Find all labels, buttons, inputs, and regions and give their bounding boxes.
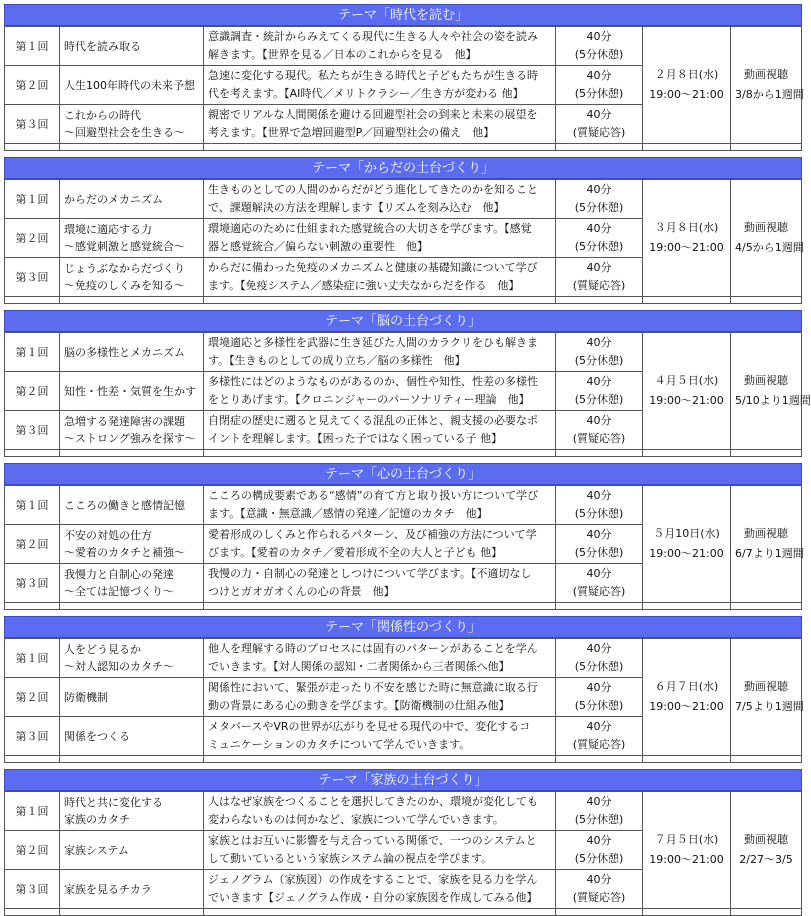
session-duration-line: (5分休憩)	[574, 201, 624, 214]
video-viewing-line: 動画視聴	[744, 374, 788, 387]
spacer-cell	[731, 756, 802, 763]
session-duration-line: 40分	[586, 681, 612, 694]
session-duration-line: 40分	[586, 795, 612, 808]
spacer-cell	[5, 297, 60, 304]
session-duration-line: 40分	[586, 30, 612, 43]
session-duration-line: 40分	[586, 489, 612, 502]
session-title-line: 環境に適応する力	[64, 223, 152, 236]
session-date-line: 19:00～21:00	[649, 88, 724, 101]
spacer-cell	[643, 756, 731, 763]
session-description-line: して動いているという家族システム論の視点を学びます。	[208, 852, 493, 865]
session-number: 第３回	[5, 717, 60, 756]
theme-section	[4, 616, 802, 763]
session-description-line: 変わらないものは何かなど、家族について学んでいきます。	[208, 813, 504, 826]
session-duration	[556, 831, 643, 870]
session-duration	[556, 219, 643, 258]
session-date	[643, 333, 731, 450]
session-description	[204, 180, 556, 219]
session-description	[204, 333, 556, 372]
session-duration	[556, 180, 643, 219]
spacer-cell	[556, 603, 643, 610]
session-title-line: 関係をつくる	[64, 729, 130, 743]
session-date-line: ６月７日(水)	[654, 680, 719, 693]
session-duration-line: 40分	[586, 69, 612, 82]
session-description	[204, 831, 556, 870]
session-number: 第１回	[5, 639, 60, 678]
session-duration-line: (5分休憩)	[574, 240, 624, 253]
spacer-cell	[60, 297, 204, 304]
table-row	[5, 486, 802, 525]
session-table	[4, 26, 802, 151]
spacer-cell	[60, 603, 204, 610]
video-viewing-line: 動画視聴	[744, 221, 788, 234]
session-number: 第３回	[5, 870, 60, 909]
session-number: 第２回	[5, 372, 60, 411]
session-description-line: 我慢の力・自制心の発達としつけについて学びます。【不適切なし	[208, 567, 532, 580]
session-table	[4, 791, 802, 916]
spacer-cell	[60, 909, 204, 916]
spacer-cell	[643, 144, 731, 151]
session-description	[204, 411, 556, 450]
session-duration-line: (5分休憩)	[574, 393, 624, 406]
session-date-line: ７月５日(水)	[654, 833, 719, 846]
session-number: 第１回	[5, 333, 60, 372]
session-title	[60, 717, 204, 756]
spacer-cell	[5, 144, 60, 151]
section-spacer	[5, 756, 802, 763]
theme-section	[4, 4, 802, 151]
session-title-line: ～免疫のしくみを知る～	[64, 279, 185, 292]
spacer-cell	[556, 297, 643, 304]
session-description-line: 人はなぜ家族をつくることを選択してきたのか、環境が変化しても	[208, 795, 538, 808]
session-duration-line: (5分休憩)	[574, 660, 624, 673]
theme-section	[4, 310, 811, 457]
spacer-cell	[60, 756, 204, 763]
session-number: 第２回	[5, 831, 60, 870]
session-duration	[556, 486, 643, 525]
spacer-cell	[204, 450, 556, 457]
session-description-line: 解きます。【世界を見る／日本のこれからを見る 他】	[208, 48, 477, 61]
session-duration-line: (5分休憩)	[574, 699, 624, 712]
session-description-line: つけとガオガオくんの心の背景 他】	[208, 585, 395, 598]
session-duration-line: 40分	[586, 873, 612, 886]
session-duration	[556, 717, 643, 756]
spacer-cell	[556, 450, 643, 457]
video-viewing	[731, 486, 802, 603]
theme-header: テーマ「時代を読む」	[4, 4, 802, 26]
spacer-cell	[204, 909, 556, 916]
session-date-line: ３月８日(水)	[654, 221, 719, 234]
session-title	[60, 66, 204, 105]
session-title-line: ～愛着のカタチと補強～	[64, 546, 185, 559]
session-table	[4, 332, 811, 457]
session-description-line: で、課題解決の方法を理解します【リズムを刻み込む 他】	[208, 201, 505, 214]
session-title	[60, 105, 204, 144]
session-description-line: 器と感覚統合／偏らない刺激の重要性 他】	[208, 240, 428, 253]
session-duration-line: (5分休憩)	[574, 507, 624, 520]
session-duration-line: 40分	[586, 222, 612, 235]
session-title-line: じょうぶなからだづくり	[64, 262, 185, 275]
session-description-line: 家族とはお互いに影響を与え合っている関係で、一つのシステムと	[208, 834, 537, 847]
session-title-line: ～感覚刺激と感覚統合～	[64, 240, 185, 253]
session-duration-line: 40分	[586, 528, 612, 541]
session-title-line: からだのメカニズム	[64, 192, 163, 206]
session-table	[4, 179, 802, 304]
spacer-cell	[643, 603, 731, 610]
session-title	[60, 564, 204, 603]
session-description-line: ミュニケーションのカタチについて学んでいきます。	[208, 738, 471, 751]
session-duration-line: 40分	[586, 375, 612, 388]
video-viewing-line: 5/10より1週間	[735, 394, 811, 407]
session-description	[204, 27, 556, 66]
video-viewing-line: 動画視聴	[744, 680, 788, 693]
session-date	[643, 792, 731, 909]
session-number: 第１回	[5, 27, 60, 66]
theme-header: テーマ「脳の土台づくり」	[4, 310, 802, 332]
session-description-line: 生きものとしての人間のからだがどう進化してきたのかを知ること	[208, 183, 538, 196]
session-description	[204, 870, 556, 909]
video-viewing	[731, 27, 802, 144]
session-duration-line: (5分休憩)	[574, 87, 624, 100]
session-title	[60, 525, 204, 564]
session-title-line: これからの時代	[64, 109, 141, 122]
session-duration-line: (5分休憩)	[574, 813, 624, 826]
session-title-line: ～対人認知のカタチ～	[64, 660, 174, 673]
session-title-line: ～回避型社会を生きる～	[64, 126, 185, 139]
session-duration-line: (質疑応答)	[572, 279, 626, 292]
session-description-line: 関係性において、緊張が走ったり不安を感じた時に無意識に取る行	[208, 681, 538, 694]
session-title	[60, 219, 204, 258]
video-viewing	[731, 639, 802, 756]
session-duration	[556, 564, 643, 603]
session-date-line: ２月８日(水)	[654, 68, 719, 81]
session-date	[643, 639, 731, 756]
session-title	[60, 333, 204, 372]
session-duration-line: 40分	[586, 261, 612, 274]
session-description-line: 急速に変化する現代。私たちが生きる時代と子どもたちが生きる時	[208, 69, 538, 82]
session-duration-line: (質疑応答)	[572, 585, 626, 598]
session-description-line: す。【生きものとしての成り立ち／脳の多様性 他】	[208, 354, 466, 367]
session-number: 第１回	[5, 486, 60, 525]
session-description-line: ジェノグラム（家族図）の作成をすることで、家族を見る力を学ん	[208, 873, 538, 886]
session-date-line: 19:00～21:00	[649, 700, 724, 713]
session-title	[60, 180, 204, 219]
theme-section	[4, 463, 802, 610]
session-title	[60, 870, 204, 909]
session-description	[204, 105, 556, 144]
session-description-line: 意識調査・統計からみえてくる現代に生きる人々や社会の姿を読み	[208, 30, 538, 43]
table-row	[5, 180, 802, 219]
session-description	[204, 792, 556, 831]
theme-header: テーマ「家族の土台づくり」	[4, 769, 802, 791]
session-duration	[556, 105, 643, 144]
video-viewing	[731, 180, 802, 297]
session-number: 第２回	[5, 219, 60, 258]
session-description-line: 他人を理解する時のプロセスには固有のパターンがあることを学ん	[208, 642, 538, 655]
session-duration-line: 40分	[586, 183, 612, 196]
video-viewing-line: 動画視聴	[744, 527, 788, 540]
session-title	[60, 258, 204, 297]
table-row	[5, 792, 802, 831]
session-duration-line: 40分	[586, 720, 612, 733]
session-title-line: こころの働きと感情記憶	[64, 498, 185, 512]
spacer-cell	[731, 297, 802, 304]
video-viewing-line: 4/5から1週間	[735, 241, 804, 254]
spacer-cell	[556, 909, 643, 916]
session-description	[204, 66, 556, 105]
session-title-line: 人生100年時代の未来予想	[64, 78, 195, 92]
session-description	[204, 678, 556, 717]
video-viewing-line: 動画視聴	[744, 833, 788, 846]
spacer-cell	[60, 144, 204, 151]
session-duration-line: 40分	[586, 834, 612, 847]
session-description-line: メタバースやVRの世界が広がりを見せる現代の中で、変化するコ	[208, 720, 531, 733]
section-spacer	[5, 909, 802, 916]
spacer-cell	[731, 144, 802, 151]
session-title	[60, 27, 204, 66]
session-title	[60, 678, 204, 717]
session-description-line: こころの構成要素である“感情”の育て方と取り扱い方について学び	[208, 489, 539, 502]
session-title-line: 急増する発達障害の課題	[64, 415, 185, 428]
theme-header: テーマ「関係性のづくり」	[4, 616, 802, 638]
session-title	[60, 372, 204, 411]
session-title-line: 家族のカタチ	[64, 813, 130, 826]
session-number: 第２回	[5, 678, 60, 717]
session-title-line: 家族システム	[64, 843, 129, 857]
session-duration-line: 40分	[586, 414, 612, 427]
session-number: 第３回	[5, 411, 60, 450]
session-description	[204, 639, 556, 678]
video-viewing-line: 動画視聴	[744, 68, 788, 81]
video-viewing	[731, 333, 811, 450]
session-date-line: 19:00～21:00	[649, 394, 724, 407]
video-viewing-line: 6/7より1週間	[735, 547, 804, 560]
session-description-line: 環境適応のために仕組まれた感覚統合の大切さを学びます。【感覚	[208, 222, 532, 235]
session-description	[204, 564, 556, 603]
session-number: 第３回	[5, 258, 60, 297]
session-description	[204, 717, 556, 756]
session-title-line: 不安の対処の仕方	[64, 529, 152, 542]
session-duration-line: (質疑応答)	[572, 126, 626, 139]
session-title	[60, 792, 204, 831]
session-description-line: 多様性にはどのようなものがあるのか、個性や知性、性差の多様性	[208, 375, 538, 388]
session-duration-line: 40分	[586, 567, 612, 580]
spacer-cell	[556, 144, 643, 151]
session-table	[4, 638, 802, 763]
session-duration	[556, 258, 643, 297]
session-description-line: をとりあげます。【クロニンジャーのパーソナリティー理論 他】	[208, 393, 530, 406]
session-duration-line: 40分	[586, 108, 612, 121]
session-date	[643, 180, 731, 297]
session-date-line: 19:00～21:00	[649, 547, 724, 560]
session-title-line: ～全ては記憶づくり～	[64, 585, 174, 598]
spacer-cell	[5, 603, 60, 610]
session-title	[60, 831, 204, 870]
session-description	[204, 258, 556, 297]
session-title-line: 防衛機制	[64, 690, 108, 704]
session-duration	[556, 372, 643, 411]
session-duration-line: 40分	[586, 336, 612, 349]
session-number: 第１回	[5, 180, 60, 219]
spacer-cell	[204, 297, 556, 304]
session-description-line: でいきます【ジェノグラム作成・自分の家族図を作成してみる他】	[208, 891, 538, 904]
theme-header: テーマ「からだの土台づくり」	[4, 157, 802, 179]
video-viewing-line: 2/27～3/5	[739, 853, 793, 866]
session-title-line: 時代と共に変化する	[64, 796, 163, 809]
session-title	[60, 411, 204, 450]
theme-header: テーマ「心の土台づくり」	[4, 463, 802, 485]
session-title-line: 人をどう見るか	[64, 643, 141, 656]
spacer-cell	[5, 450, 60, 457]
session-date-line: ４月５日(水)	[654, 374, 719, 387]
session-title	[60, 639, 204, 678]
session-description-line: でいきます。【対人関係の認知・二者関係から三者関係へ他】	[208, 660, 510, 673]
session-duration	[556, 411, 643, 450]
session-duration-line: (5分休憩)	[574, 546, 624, 559]
spacer-cell	[5, 909, 60, 916]
session-title-line: 我慢力と自制心の発達	[64, 568, 174, 581]
session-description-line: 自閉症の歴史に遡ると見えてくる混乱の正体と、親支援の必要なポ	[208, 414, 538, 427]
video-viewing-line: 3/8から1週間	[735, 88, 804, 101]
session-description-line: 動の背景にある心の動きを学びます。【防衛機制の仕組み他】	[208, 699, 510, 712]
session-title-line: 時代を読み取る	[64, 39, 141, 53]
spacer-cell	[5, 756, 60, 763]
session-description-line: からだに備わった免疫のメカニズムと健康の基礎知識について学び	[208, 261, 538, 274]
session-number: 第１回	[5, 792, 60, 831]
spacer-cell	[643, 450, 731, 457]
section-spacer	[5, 603, 802, 610]
session-duration	[556, 870, 643, 909]
session-number: 第２回	[5, 66, 60, 105]
section-spacer	[5, 144, 802, 151]
session-duration-line: (5分休憩)	[574, 48, 624, 61]
session-description-line: 愛着形成のしくみと作られるパターン、及び補強の方法について学	[208, 528, 537, 541]
session-description	[204, 219, 556, 258]
theme-section	[4, 157, 802, 304]
session-duration-line: (質疑応答)	[572, 891, 626, 904]
video-viewing	[731, 792, 802, 909]
spacer-cell	[643, 909, 731, 916]
session-duration	[556, 525, 643, 564]
session-table	[4, 485, 802, 610]
session-duration-line: 40分	[586, 642, 612, 655]
spacer-cell	[643, 297, 731, 304]
session-description-line: びます。【愛着のカタチ／愛着形成不全の大人と子ども 他】	[208, 546, 503, 559]
session-description	[204, 525, 556, 564]
spacer-cell	[204, 144, 556, 151]
session-number: 第３回	[5, 105, 60, 144]
session-description-line: 代を考えます。【AI時代／メリトクラシー／生き方が変わる 他】	[208, 87, 524, 100]
session-duration	[556, 66, 643, 105]
session-duration	[556, 333, 643, 372]
session-description-line: ます。【免疫システム／感染症に強い丈夫なからだを作る 他】	[208, 279, 520, 292]
session-description	[204, 372, 556, 411]
section-spacer	[5, 297, 802, 304]
session-description-line: 親密でリアルな人間関係を避ける回避型社会の到来と未来の展望を	[208, 108, 538, 121]
session-date-line: 19:00～21:00	[649, 853, 724, 866]
session-duration-line: (5分休憩)	[574, 852, 624, 865]
table-row	[5, 639, 802, 678]
session-description-line: 環境適応と多様性を武器に生き延びた人間のカラクリをひも解きま	[208, 336, 538, 349]
session-duration-line: (質疑応答)	[572, 432, 626, 445]
session-description-line: イントを理解します。【困った子ではなく困っている子 他】	[208, 432, 503, 445]
video-viewing-line: 7/5より1週間	[735, 700, 804, 713]
spacer-cell	[556, 756, 643, 763]
session-title-line: 知性・性差・気質を生かす	[64, 384, 196, 398]
session-date	[643, 27, 731, 144]
session-number: 第３回	[5, 564, 60, 603]
session-title-line: 家族を見るチカラ	[64, 882, 152, 896]
session-date-line: ５月10日(水)	[653, 527, 720, 540]
session-title-line: 脳の多様性とメカニズム	[64, 345, 185, 359]
session-description-line: 考えます。【世界で急増回避型P／回避型社会の備え 他】	[208, 126, 495, 139]
session-description-line: ます。【意識・無意識／感情の発達／記憶のカタチ 他】	[208, 507, 488, 520]
session-duration	[556, 678, 643, 717]
session-duration-line: (5分休憩)	[574, 354, 624, 367]
session-title	[60, 486, 204, 525]
spacer-cell	[60, 450, 204, 457]
spacer-cell	[731, 603, 802, 610]
table-row	[5, 27, 802, 66]
theme-section	[4, 769, 802, 916]
table-row	[5, 333, 802, 372]
session-description	[204, 486, 556, 525]
session-date-line: 19:00～21:00	[649, 241, 724, 254]
session-duration	[556, 639, 643, 678]
spacer-cell	[204, 603, 556, 610]
session-duration	[556, 27, 643, 66]
session-title-line: ～ストロング強みを探す～	[64, 432, 196, 445]
session-duration-line: (質疑応答)	[572, 738, 626, 751]
session-number: 第２回	[5, 525, 60, 564]
section-spacer	[5, 450, 802, 457]
spacer-cell	[204, 756, 556, 763]
session-duration	[556, 792, 643, 831]
spacer-cell	[731, 450, 802, 457]
spacer-cell	[731, 909, 802, 916]
session-date	[643, 486, 731, 603]
